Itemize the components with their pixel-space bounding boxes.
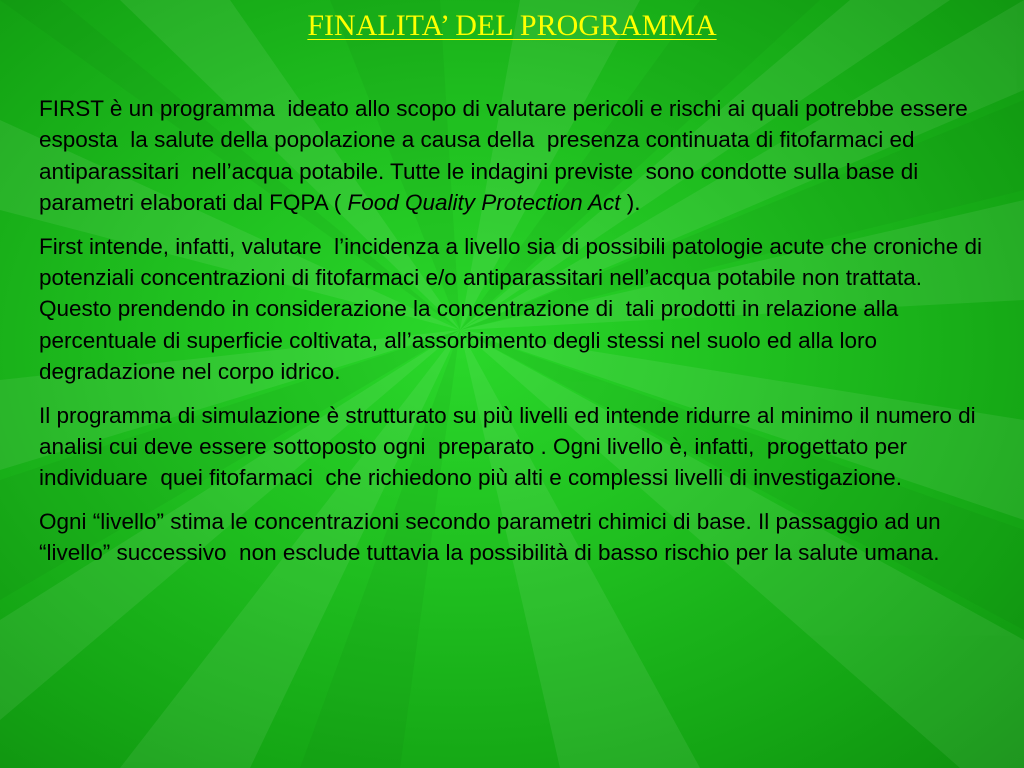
slide-title (0, 8, 1024, 44)
paragraph-3: Il programma di simulazione è strutturato su più livelli ed intende ridurre al minimo il numero di analisi cui deve essere sottoposto ogni preparato . Ogni livello è, infatti, progettato per individuare quei fitofarmaci che richiedono più alti e complessi livelli di investigazione. (39, 402, 982, 491)
paragraph-1-text: FIRST è un programma ideato allo scopo di valutare pericoli e rischi ai quali potrebbe essere esposta la salute della popolazione a causa della presenza continuata di fitofarmaci ed antiparassitari nell’acqua potabile. Tutte le indagini previste sono condotte sulla base di parametri elaborati dal FQPA ( (39, 96, 975, 216)
slide-title-text: FINALITA’ DEL PROGRAMMA (307, 9, 717, 42)
paragraph-1 (39, 93, 994, 219)
paragraph-4: Ogni “livello” stima le concentrazioni secondo parametri chimici di base. Il passaggio ad un “livello” successivo non esclude tuttavia la possibilità di basso rischio per la salute umana. (39, 508, 947, 566)
slide-body (39, 93, 994, 581)
fqpa-full-name: Food Quality Protection Act (347, 190, 627, 216)
paragraph-2: First intende, infatti, valutare l’incidenza a livello sia di possibili patologie acute che croniche di potenziali concentrazioni di fitofarmaci e/o antiparassitari nell’acqua potabile non trattata. Questo prendendo in considerazione la concentrazione di tali prodotti in relazione alla percentuale di superficie coltivata, all’assorbimento degli stessi nel suolo ed alla loro degradazione nel corpo idrico. (39, 233, 989, 385)
paragraph-1-end: ). (626, 190, 641, 216)
